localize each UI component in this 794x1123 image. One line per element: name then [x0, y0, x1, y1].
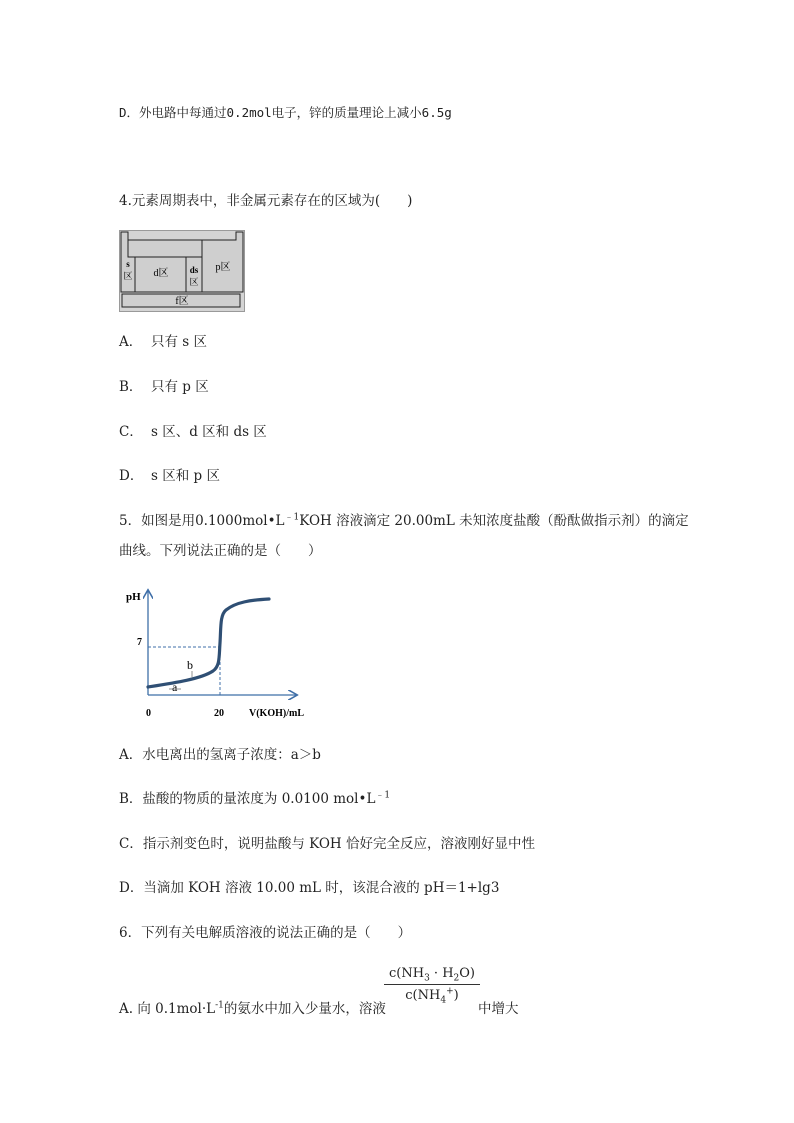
q6-ratio-fraction: [384, 966, 480, 1006]
x-axis-label: V(KOH)/mL: [249, 708, 304, 719]
q4-option-c: C． s 区、d 区和 ds 区: [119, 424, 267, 440]
q5-option-d: D．当滴加 KOH 溶液 10.00 mL 时，该混合液的 pH＝1+lg3: [119, 880, 500, 896]
titration-chart: [119, 585, 319, 725]
x-tick-20: 20: [214, 708, 224, 719]
ds-block-label: ds: [189, 265, 199, 275]
q6-option-a-text: A. 向 $0.1mol\cdot L^{-1}$的氨水中加入少量水，溶液: [119, 1000, 386, 1017]
ds-block-qu: 区: [189, 277, 199, 287]
q5-stem-line2: 曲线。下列说法正确的是（ ）: [119, 543, 322, 559]
q5-option-c: C．指示剂变色时，说明盐酸与 KOH 恰好完全反应，溶液刚好显中性: [119, 836, 535, 852]
periodic-table-diagram: [119, 230, 245, 312]
q5-option-a: A．水电离出的氢离子浓度：a＞b: [119, 747, 321, 763]
q4-option-d: D． s 区和 p 区: [119, 468, 220, 484]
q6-option-a-suffix: 中增大: [478, 1001, 519, 1017]
y-axis-label: pH: [126, 591, 141, 603]
fraction-denominator: $c(NH_4^+)$: [405, 986, 459, 1006]
q4-option-b: B． 只有 p 区: [119, 379, 209, 395]
q4-option-a: A． 只有 s 区: [119, 334, 208, 350]
point-a-label: a: [172, 680, 178, 694]
titration-curve: [148, 599, 269, 687]
x-tick-0: 0: [146, 708, 151, 719]
q3-option-d: D．外电路中每通过0.2mol电子，锌的质量理论上减小6.5g: [119, 105, 452, 120]
q5-stem-line1: 5．如图是用$0.1000mol•L^{﹣1}KOH$ 溶液滴定 20.00mL 未知浓度盐酸（酚酞做指示剂）的滴定: [119, 512, 689, 529]
point-b-label: b: [187, 658, 193, 672]
d-block-label: d区: [153, 268, 169, 279]
q6-stem: 6．下列有关电解质溶液的说法正确的是（ ）: [119, 925, 412, 941]
y-tick-7: 7: [137, 637, 142, 648]
q5-option-b: B．盐酸的物质的量浓度为 0.0100 $mol•L^{﹣1}$: [119, 790, 391, 807]
p-block-label: p区: [215, 262, 231, 273]
q4-stem: 4.元素周期表中，非金属元素存在的区域为( ): [119, 193, 413, 209]
fraction-numerator: $c(NH_3 \cdot H_2O)$: [384, 966, 480, 985]
f-block-label: f区: [175, 296, 189, 307]
s-block-label: s: [126, 259, 130, 269]
s-block-qu: 区: [123, 271, 133, 281]
